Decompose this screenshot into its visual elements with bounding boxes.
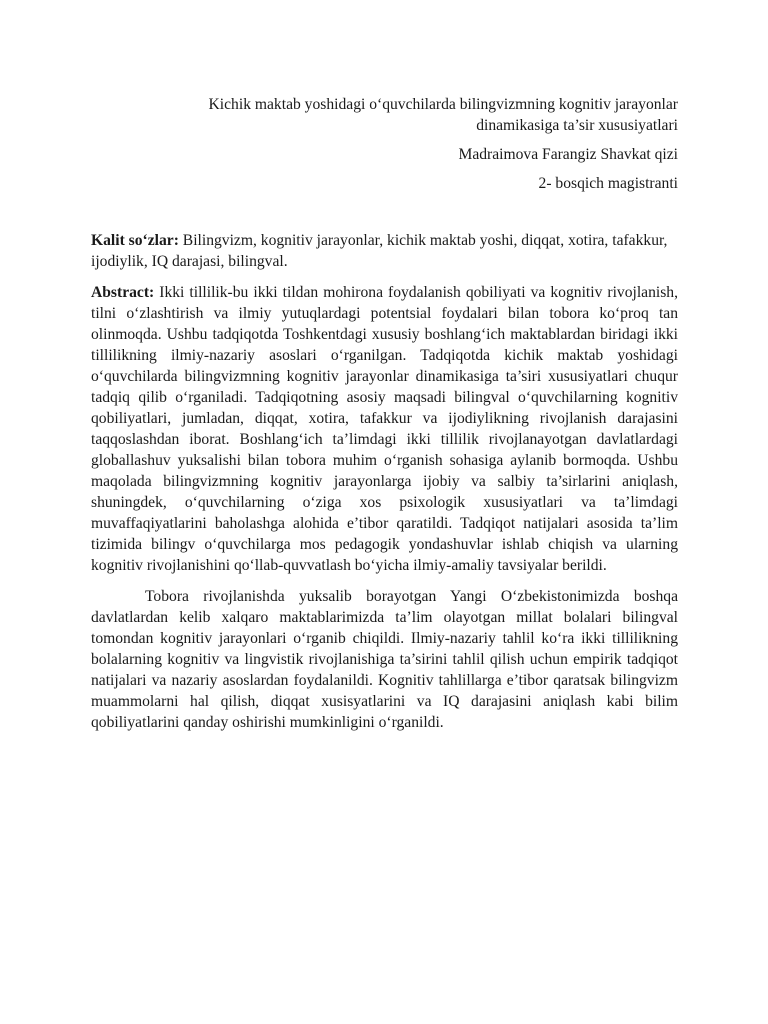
abstract-paragraph [91, 282, 678, 576]
body-paragraph: Tobora rivojlanishda yuksalib borayotgan Yangi O‘zbekistonimizda boshqa davlatlardan kelib xalqaro maktablarimizda ta’lim olayotgan millat bolalari bilingval tomondan kognitiv jarayonlari o‘rganib chiqildi. Ilmiy-nazariy tahlil ko‘ra ikki tillilikning bolalarning kognitiv va lingvistik rivojlanishiga ta’sirini tahlil qilish uchun empirik tadqiqot natijalari va nazariy asoslardan foydalanildi. Kognitiv tahlillarga e’tibor qaratsak bilingvizm muammolarni hal qilish, diqqat xusisyatlarini va IQ darajasini aniqlash kabi bilim qobiliyatlarini qanday oshirishi mumkinligini o‘rganildi. [91, 588, 678, 731]
document-page [91, 94, 678, 733]
paper-title [91, 94, 678, 136]
title-line-2: dinamikasiga ta’sir xususiyatlari [476, 117, 678, 134]
abstract-text: Ikki tillilik-bu ikki tildan mohirona foydalanish qobiliyati va kognitiv rivojlanish, tilni o‘zlashtirish va ilmiy yutuqlardagi potentsial foydalari bilan tobora ko‘proq tan olinmoqda. Ushbu tadqiqotda Toshkentdagi xususiy boshlang‘ich maktablardan biridagi ikki tillilikning ilmiy-nazariy asoslari o‘rganilgan. Tadqiqotda kichik maktab yoshidagi o‘quvchilarda bilingvizmning kognitiv jarayonlar dinamikasiga ta’siri xususiyatlari chuqur tadqiq qilib o‘rganiladi. Tadqiqotning asosiy maqsadi bilingval o‘quvchilarning kognitiv qobiliyatlari, jumladan, diqqat, xotira, tafakkur va ijodiylikning rivojlanish darajasini taqqoslashdan iborat. Boshlang‘ich ta’limdagi ikki tillilik rivojlanayotgan davlatlardagi globallashuv yuksalishi bilan tobora muhim o‘rganish sohasiga aylanib bormoqda. Ushbu maqolada bilingvizmning kognitiv jarayonlarga ijobiy va salbiy ta’sirlarini aniqlash, shuningdek, o‘quvchilarning o‘ziga xos psixologik xususiyatlari va ta’limdagi muvaffaqiyatlarini baholashga alohida e’tibor qaratildi. Tadqiqot natijalari asosida ta’lim tizimida bilingv o‘quvchilarga mos pedagogik yondashuvlar ishlab chiqish va ularning kognitiv rivojlanishini qo‘llab-quvvatlash bo‘yicha ilmiy-amaliy tavsiyalar berildi. [91, 284, 678, 574]
title-line-1: Kichik maktab yoshidagi o‘quvchilarda bilingvizmning kognitiv jarayonlar [208, 96, 678, 113]
keywords-text: Bilingvizm, kognitiv jarayonlar, kichik maktab yoshi, diqqat, xotira, tafakkur, ijodiylik, IQ darajasi, bilingval. [91, 232, 668, 270]
author-status: 2- bosqich magistranti [538, 175, 678, 192]
abstract-label: Abstract: [91, 284, 155, 301]
keywords-label: Kalit so‘zlar: [91, 232, 179, 249]
keywords-paragraph [91, 230, 678, 272]
author-name: Madraimova Farangiz Shavkat qizi [458, 146, 678, 163]
